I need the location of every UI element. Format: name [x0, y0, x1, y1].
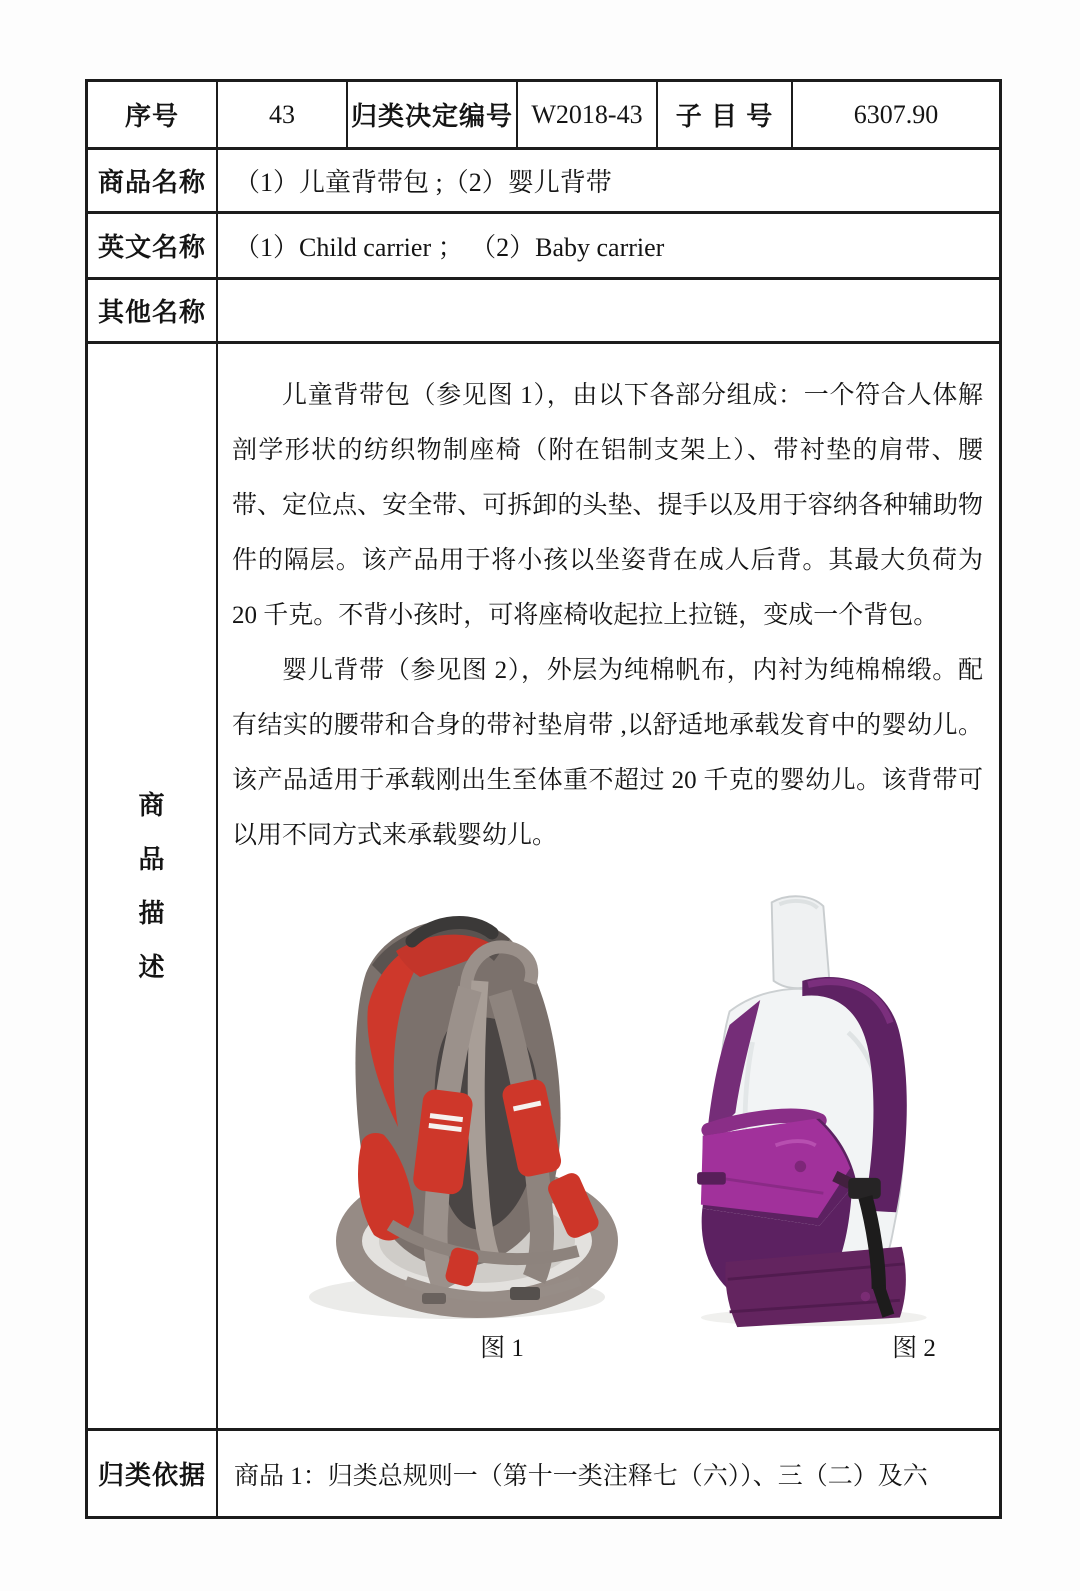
description-body	[218, 344, 999, 1428]
figure-2-caption: 图 2	[892, 1335, 936, 1362]
english-name-label: 英文名称	[88, 214, 218, 277]
decision-number-value: W2018-43	[518, 82, 658, 147]
figure-1-caption: 图 1	[480, 1335, 524, 1362]
other-name-value	[218, 280, 999, 341]
figure-1	[272, 889, 632, 1365]
product-name-row	[88, 150, 999, 214]
basis-label: 归类依据	[88, 1431, 218, 1516]
product-name-label: 商品名称	[88, 150, 218, 211]
subheading-value: 6307.90	[853, 99, 939, 129]
figure-2	[654, 889, 964, 1365]
other-name-label: 其他名称	[88, 280, 218, 341]
description-paragraph-1: 儿童背带包（参见图 1），由以下各部分组成：一个符合人体解剖学形状的纺织物制座椅（附在铝制支架上）、带衬垫的肩带、腰带、定位点、安全带、可拆卸的头垫、提手以及用于容纳各种辅助物件的隔层。该产品用于将小孩以坐姿背在成人后背。其最大负荷为 20 千克。不背小孩时，可将座椅收起拉上拉链，变成一个背包。	[232, 382, 983, 629]
description-label-char: 商	[138, 790, 166, 820]
description-paragraph-2: 婴儿背带（参见图 2），外层为纯棉帆布，内衬为纯棉棉缎。配有结实的腰带和合身的带衬垫肩带 ,以舒适地承载发育中的婴幼儿。该产品适用于承载刚出生至体重不超过 20 千克的婴幼儿。该背带可以用不同方式来承载婴幼儿。	[232, 657, 983, 849]
baby-carrier-image	[654, 889, 964, 1329]
basis-value: 商品 1：归类总规则一（第十一类注释七（六））、三（二）及六	[234, 1462, 928, 1490]
description-label	[88, 344, 218, 1428]
english-name-value: （1）Child carrier ； （2）Baby carrier	[234, 233, 665, 262]
description-label-char: 述	[138, 952, 166, 982]
classification-table	[85, 79, 1002, 1519]
decision-number-label: 归类决定编号	[348, 82, 518, 147]
seq-label: 序号	[88, 82, 218, 147]
seq-value: 43	[218, 82, 348, 147]
child-carrier-backpack-image	[272, 889, 632, 1329]
figures-area	[232, 889, 983, 1365]
basis-row	[88, 1431, 999, 1516]
product-name-value: （1）儿童背带包 ;（2）婴儿背带	[234, 168, 612, 197]
subheading-label: 子 目 号	[658, 82, 793, 147]
description-label-char: 品	[138, 844, 166, 874]
header-row	[88, 82, 999, 150]
description-row	[88, 344, 999, 1431]
other-name-row	[88, 280, 999, 344]
description-label-char: 描	[138, 898, 166, 928]
english-name-row	[88, 214, 999, 280]
